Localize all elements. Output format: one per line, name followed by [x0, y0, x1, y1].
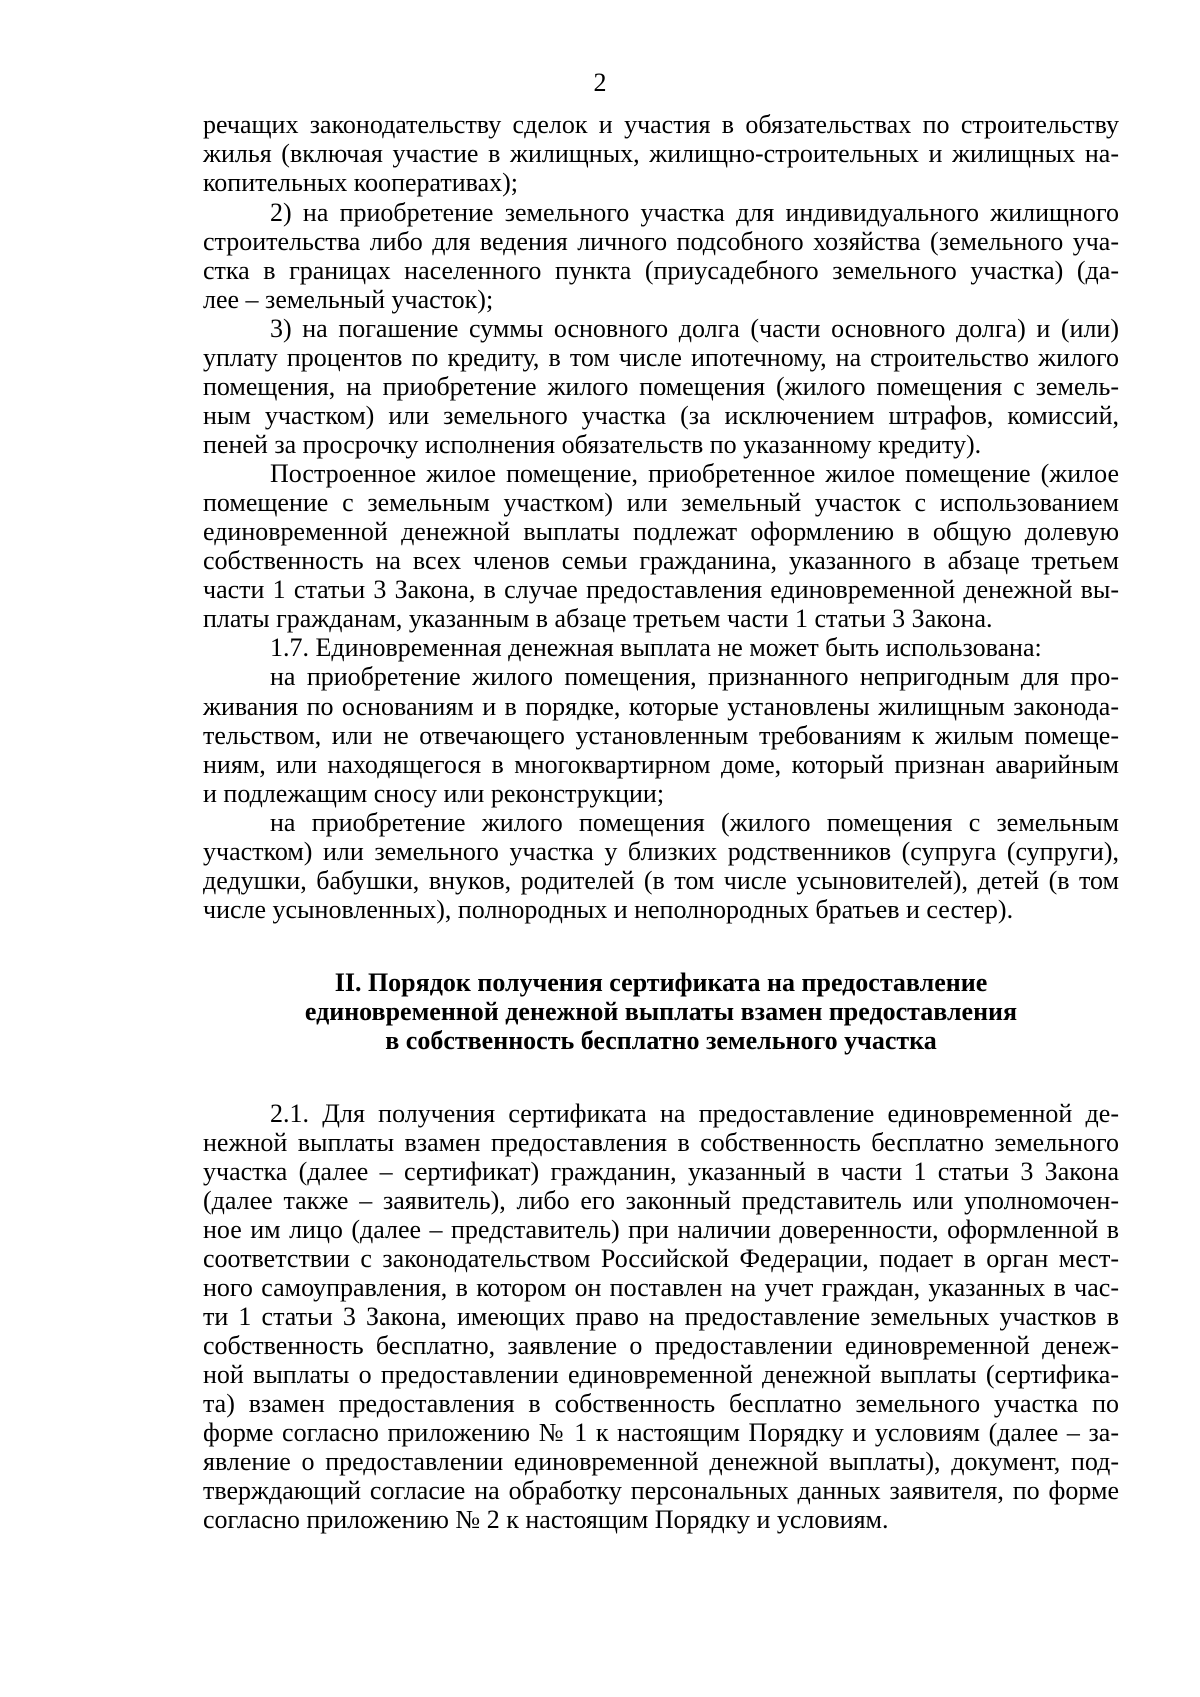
- line: помещения, на приобретение жилого помещения (жилого помещения с земель-: [203, 372, 1119, 401]
- line: числе усыновленных), полнородных и неполнородных братьев и сестер).: [203, 895, 1014, 924]
- line: и подлежащим сносу или реконструкции;: [203, 779, 665, 808]
- line: согласно приложению № 2 к настоящим Порядку и условиям.: [203, 1505, 889, 1534]
- line: на приобретение жилого помещения (жилого помещения с земельным: [270, 808, 1119, 837]
- line: ниям, или находящегося в многоквартирном доме, который признан аварийным: [203, 750, 1119, 779]
- line: участком) или земельного участка у близких родственников (супруга (супруги),: [203, 837, 1119, 866]
- line: участка (далее – сертификат) гражданин, указанный в части 1 статьи 3 Закона: [203, 1157, 1119, 1186]
- line: части 1 статьи 3 Закона, в случае предоставления единовременной денежной вы-: [203, 575, 1119, 604]
- line: 1.7. Единовременная денежная выплата не может быть использована:: [270, 633, 1042, 662]
- line: на приобретение жилого помещения, признанного непригодным для про-: [270, 662, 1119, 691]
- line: живания по основаниям и в порядке, которые установлены жилищным законода-: [203, 692, 1119, 721]
- line: 2.1. Для получения сертификата на предоставление единовременной де-: [270, 1099, 1119, 1128]
- line: та) взамен предоставления в собственность бесплатно земельного участка по: [203, 1389, 1119, 1418]
- line: собственность бесплатно, заявление о предоставлении единовременной денеж-: [203, 1331, 1119, 1360]
- line: лее – земельный участок);: [203, 285, 494, 314]
- line: ное им лицо (далее – представитель) при наличии доверенности, оформленной в: [203, 1215, 1119, 1244]
- line: тверждающий согласие на обработку персональных данных заявителя, по форме: [203, 1476, 1119, 1505]
- line: строительства либо для ведения личного подсобного хозяйства (земельного уча-: [203, 227, 1119, 256]
- heading-line: II. Порядок получения сертификата на предоставление: [334, 968, 988, 997]
- line: Построенное жилое помещение, приобретенное жилое помещение (жилое: [270, 459, 1119, 488]
- line: (далее также – заявитель), либо его законный представитель или уполномочен-: [203, 1186, 1119, 1215]
- heading-line: в собственность бесплатно земельного участка: [385, 1026, 937, 1055]
- line: тельством, или не отвечающего установленным требованиям к жилым помеще-: [203, 721, 1119, 750]
- line: явление о предоставлении единовременной денежной выплаты), документ, под-: [203, 1447, 1119, 1476]
- line: соответствии с законодательством Российской Федерации, подает в орган мест-: [203, 1244, 1119, 1273]
- line: собственность на всех членов семьи гражданина, указанного в абзаце третьем: [203, 546, 1119, 575]
- line: жилья (включая участие в жилищных, жилищно-строительных и жилищных на-: [203, 139, 1119, 168]
- line: 3) на погашение суммы основного долга (части основного долга) и (или): [270, 314, 1119, 343]
- line: форме согласно приложению № 1 к настоящим Порядку и условиям (далее – за-: [203, 1418, 1119, 1447]
- line: уплату процентов по кредиту, в том числе ипотечному, на строительство жилого: [203, 343, 1119, 372]
- line: ного самоуправления, в котором он поставлен на учет граждан, указанных в час-: [203, 1273, 1119, 1302]
- line: ным участком) или земельного участка (за исключением штрафов, комиссий,: [203, 401, 1119, 430]
- line: 2) на приобретение земельного участка для индивидуального жилищного: [270, 198, 1119, 227]
- heading-line: единовременной денежной выплаты взамен предоставления: [304, 997, 1018, 1026]
- line: пеней за просрочку исполнения обязательств по указанному кредиту).: [203, 430, 982, 459]
- line: платы гражданам, указанным в абзаце третьем части 1 статьи 3 Закона.: [203, 604, 993, 633]
- line: нежной выплаты взамен предоставления в собственность бесплатно земельного: [203, 1128, 1119, 1157]
- line: копительных кооперативах);: [203, 168, 519, 197]
- line: речащих законодательству сделок и участия в обязательствах по строительству: [203, 110, 1119, 139]
- line: помещение с земельным участком) или земельный участок с использованием: [203, 488, 1119, 517]
- line: дедушки, бабушки, внуков, родителей (в том числе усыновителей), детей (в том: [203, 866, 1119, 895]
- line: ной выплаты о предоставлении единовременной денежной выплаты (сертифика-: [203, 1360, 1119, 1389]
- line: ти 1 статьи 3 Закона, имеющих право на предоставление земельных участков в: [203, 1302, 1119, 1331]
- line: стка в границах населенного пункта (приусадебного земельного участка) (да-: [203, 256, 1119, 285]
- page-number: 2: [593, 68, 607, 97]
- line: единовременной денежной выплаты подлежат оформлению в общую долевую: [203, 517, 1119, 546]
